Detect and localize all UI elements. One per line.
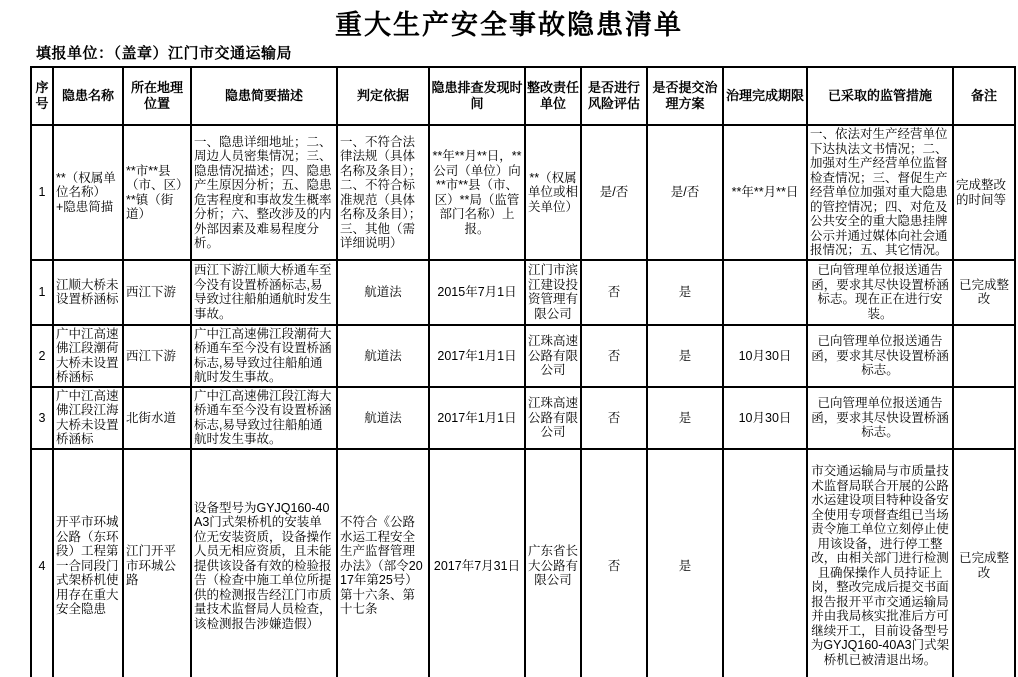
cell-remarks: 已完成整改 xyxy=(953,260,1015,325)
cell-serial: 4 xyxy=(31,449,53,677)
cell-hazard-name: 江顺大桥未设置桥涵标 xyxy=(53,260,123,325)
header-remarks: 备注 xyxy=(953,67,1015,125)
table-row-1 xyxy=(31,260,1015,325)
cell-risk-assessed: 否 xyxy=(581,260,647,325)
cell-location: **市**县（市、区）**镇（街道） xyxy=(123,125,191,260)
cell-hazard-name: 广中江高速佛江段潮荷大桥未设置桥涵标 xyxy=(53,325,123,387)
cell-deadline xyxy=(723,260,807,325)
cell-basis: 一、不符合法律法规（具体名称及条目）；二、不符合标准规范（具体名称及条目）；三、其他（需详细说明） xyxy=(337,125,429,260)
header-measures: 已采取的监管措施 xyxy=(807,67,953,125)
cell-deadline xyxy=(723,449,807,677)
cell-found-time: **年**月**日，**公司（单位）向**市**县（市、区）**局（监管部门名称）上报。 xyxy=(429,125,525,260)
header-risk-assessed: 是否进行风险评估 xyxy=(581,67,647,125)
cell-risk-assessed: 否 xyxy=(581,325,647,387)
cell-basis: 不符合《公路水运工程安全生产监督管理办法》（部令2017年第25号）第十六条、第十七条 xyxy=(337,449,429,677)
cell-responsible-unit: **（权属单位或相关单位） xyxy=(525,125,581,260)
cell-hazard-name: **（权属单位名称）+隐患简描 xyxy=(53,125,123,260)
cell-found-time: 2015年7月1日 xyxy=(429,260,525,325)
cell-responsible-unit: 江珠高速公路有限公司 xyxy=(525,325,581,387)
cell-responsible-unit: 江门市滨江建设投资管理有限公司 xyxy=(525,260,581,325)
header-basis: 判定依据 xyxy=(337,67,429,125)
cell-plan-submitted: 是/否 xyxy=(647,125,723,260)
filling-unit-label: 填报单位：（盖章）江门市交通运输局 xyxy=(36,45,293,63)
table-row-3 xyxy=(31,387,1015,449)
header-responsible-unit: 整改责任单位 xyxy=(525,67,581,125)
cell-deadline: 10月30日 xyxy=(723,387,807,449)
document-title: 重大生产安全事故隐患清单 xyxy=(335,10,683,40)
cell-plan-submitted: 是 xyxy=(647,325,723,387)
cell-description: 广中江高速佛江段江海大桥通车至今没有设置桥涵标志,易导致过往船舶通航时发生事故。 xyxy=(191,387,337,449)
cell-location: 北街水道 xyxy=(123,387,191,449)
cell-serial: 2 xyxy=(31,325,53,387)
cell-measures: 已向管理单位报送通告函，要求其尽快设置桥涵标志。 xyxy=(807,325,953,387)
table-row-template-example xyxy=(31,125,1015,260)
cell-location: 西江下游 xyxy=(123,325,191,387)
cell-measures: 市交通运输局与市质量技术监督局联合开展的公路水运建设项目特种设备安全使用专项督查组已当场责令施工单位立刻停止使用该设备，进行停工整改，由相关部门进行检测且确保操作人员持证上岗，整改完成后提交书面报告报开平市交通运输局并由我局核实批准后方可继续开工，目前设备型号为GYJQ160-40A3门式架桥机已被清退出场。 xyxy=(807,449,953,677)
cell-description: 广中江高速佛江段潮荷大桥通车至今没有设置桥涵标志,易导致过往船舶通航时发生事故。 xyxy=(191,325,337,387)
header-found-time: 隐患排查发现时间 xyxy=(429,67,525,125)
cell-basis: 航道法 xyxy=(337,387,429,449)
cell-remarks: 已完成整改 xyxy=(953,449,1015,677)
cell-found-time: 2017年1月1日 xyxy=(429,387,525,449)
table-row-2 xyxy=(31,325,1015,387)
cell-hazard-name: 广中江高速佛江段江海大桥未设置桥涵标 xyxy=(53,387,123,449)
table-row-4 xyxy=(31,449,1015,677)
header-deadline: 治理完成期限 xyxy=(723,67,807,125)
header-description: 隐患简要描述 xyxy=(191,67,337,125)
header-serial: 序号 xyxy=(31,67,53,125)
cell-found-time: 2017年7月31日 xyxy=(429,449,525,677)
header-hazard-name: 隐患名称 xyxy=(53,67,123,125)
cell-serial: 1 xyxy=(31,260,53,325)
cell-basis: 航道法 xyxy=(337,260,429,325)
cell-description: 西江下游江顺大桥通车至今没有设置桥涵标志,易导致过往船舶通航时发生事故。 xyxy=(191,260,337,325)
cell-deadline: **年**月**日 xyxy=(723,125,807,260)
cell-plan-submitted: 是 xyxy=(647,387,723,449)
cell-serial: 1 xyxy=(31,125,53,260)
cell-plan-submitted: 是 xyxy=(647,260,723,325)
cell-deadline: 10月30日 xyxy=(723,325,807,387)
cell-basis: 航道法 xyxy=(337,325,429,387)
cell-description: 设备型号为GYJQ160-40A3门式架桥机的安装单位无安装资质，设备操作人员无相应资质，且未能提供该设备有效的检验报告（检查中施工单位所提供的检测报告经江门市质量技术监督局人员检查，该检测报告涉嫌造假） xyxy=(191,449,337,677)
cell-remarks xyxy=(953,325,1015,387)
cell-risk-assessed: 是/否 xyxy=(581,125,647,260)
cell-hazard-name: 开平市环城公路（东环段）工程第一合同段门式架桥机使用存在重大安全隐患 xyxy=(53,449,123,677)
hazard-list-table xyxy=(30,66,1016,677)
cell-location: 西江下游 xyxy=(123,260,191,325)
cell-remarks: 完成整改的时间等 xyxy=(953,125,1015,260)
cell-location: 江门开平市环城公路 xyxy=(123,449,191,677)
cell-serial: 3 xyxy=(31,387,53,449)
cell-plan-submitted: 是 xyxy=(647,449,723,677)
header-plan-submitted: 是否提交治理方案 xyxy=(647,67,723,125)
table-header-row xyxy=(31,67,1015,125)
cell-measures: 已向管理单位报送通告函，要求其尽快设置桥涵标志。 xyxy=(807,387,953,449)
cell-responsible-unit: 江珠高速公路有限公司 xyxy=(525,387,581,449)
cell-measures: 已向管理单位报送通告函，要求其尽快设置桥涵标志。现在正在进行安装。 xyxy=(807,260,953,325)
header-location: 所在地理位置 xyxy=(123,67,191,125)
cell-risk-assessed: 否 xyxy=(581,387,647,449)
cell-description: 一、隐患详细地址；二、周边人员密集情况；三、隐患情况描述；四、隐患产生原因分析；五、隐患危害程度和事故发生概率分析；六、整改涉及的内外部因素及难易程度分析。 xyxy=(191,125,337,260)
cell-measures: 一、依法对生产经营单位下达执法文书情况；二、加强对生产经营单位监督检查情况；三、督促生产经营单位加强对重大隐患的管控情况；四、对危及公共安全的重大隐患挂牌公示并通过媒体向社会通报情况；五、其它情况。 xyxy=(807,125,953,260)
cell-remarks xyxy=(953,387,1015,449)
cell-risk-assessed: 否 xyxy=(581,449,647,677)
cell-found-time: 2017年1月1日 xyxy=(429,325,525,387)
cell-responsible-unit: 广东省长大公路有限公司 xyxy=(525,449,581,677)
